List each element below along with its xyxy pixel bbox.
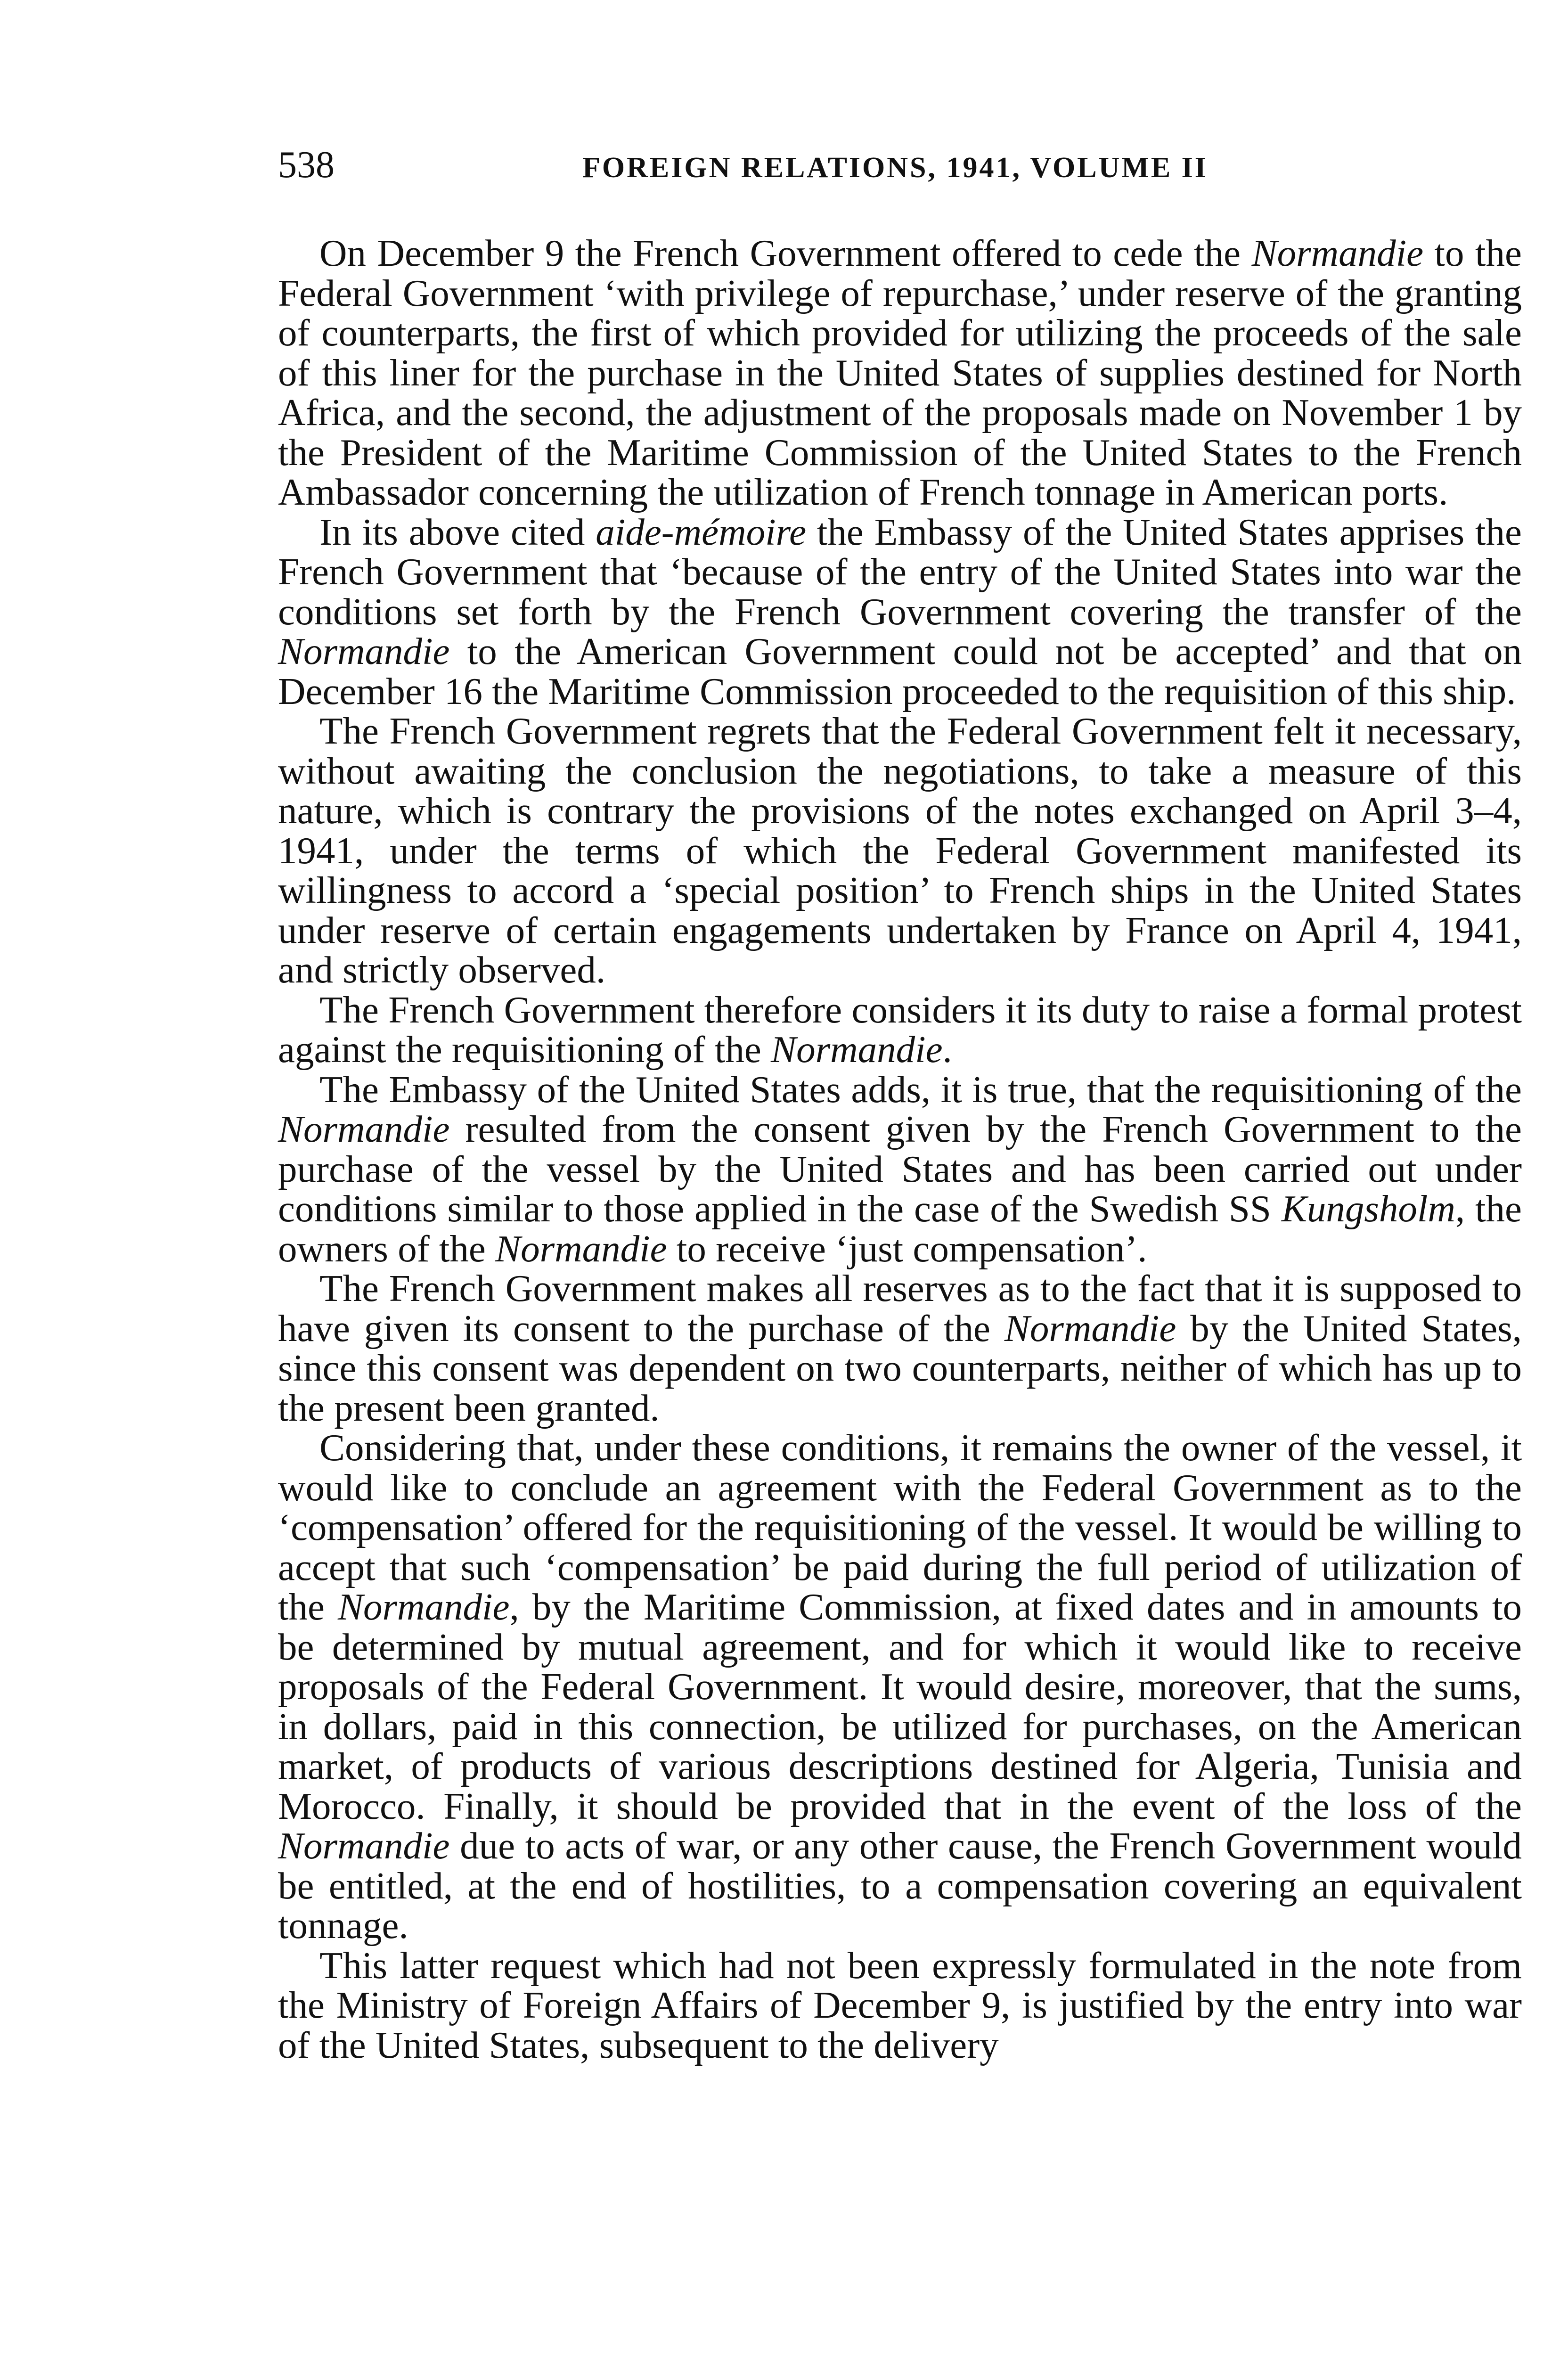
ship-name-italic: Normandie — [1004, 1307, 1176, 1350]
paragraph-text: The French Government therefore considers it its duty to raise a formal protest against the requisitioning of the — [278, 988, 1522, 1071]
paragraph-text: This latter request which had not been expressly formulated in the note from the Ministry of Foreign Affairs of December 9, is justified by the entry into war of the United States, subsequent to the delivery — [278, 1944, 1522, 2066]
paragraph-text: , the owners of the — [278, 1187, 1522, 1270]
ship-name-italic: Normandie — [495, 1227, 667, 1270]
paragraph-1 — [278, 233, 1522, 512]
paragraph-text: to receive ‘just compensation’. — [667, 1227, 1147, 1270]
body-text — [278, 233, 1522, 2065]
page-number: 538 — [278, 144, 335, 186]
paragraph-text: to the American Government could not be accepted’ and that on December 16 the Maritime Commission proceeded to the requisition of this ship. — [278, 630, 1522, 712]
paragraph-text: due to acts of war, or any other cause, the French Government would be entitled, at the end of hostilities, to a compensation covering an equivalent tonnage. — [278, 1824, 1522, 1947]
paragraph-6 — [278, 1268, 1522, 1428]
paragraph-text: In its above cited — [319, 510, 596, 553]
paragraph-5 — [278, 1070, 1522, 1269]
aide-memoire-italic: aide-mémoire — [596, 510, 807, 553]
paragraph-text: to the Federal Government ‘with privilege of repurchase,’ under reserve of the granting of counterparts, the first of which provided for utilizing the proceeds of the sale of this liner for the purchase in the United States of supplies destined for North Africa, and the second, the adjustment of the proposals made on November 1 by the President of the Maritime Commission of the United States to the French Ambassador concerning the utilization of French tonnage in American ports. — [278, 232, 1522, 513]
ship-name-italic: Normandie — [1251, 232, 1424, 274]
ship-name-italic: Normandie — [278, 630, 450, 672]
paragraph-4 — [278, 990, 1522, 1070]
paragraph-text: . — [942, 1028, 952, 1071]
paragraph-text: The Embassy of the United States adds, it is true, that the requisitioning of the — [319, 1068, 1522, 1111]
paragraph-text: resulted from the consent given by the French Government to the purchase of the vessel by the United States and has been carried out under conditions similar to those applied in the case of the Swedish SS — [278, 1108, 1522, 1230]
paragraph-text: , by the Maritime Commission, at fixed dates and in amounts to be determined by mutual agreement, and for which it would like to receive proposals of the Federal Government. It would desire, moreover, that the sums, in dollars, paid in this connection, be utilized for purchases, on the American market, of products of various descriptions destined for Algeria, Tunisia and Morocco. Finally, it should be provided that in the event of the loss of the — [278, 1586, 1522, 1827]
paragraph-2 — [278, 512, 1522, 712]
paragraph-8 — [278, 1946, 1522, 2065]
paragraph-text: by the United States, since this consent was dependent on two counterparts, neither of which has up to the present been granted. — [278, 1307, 1522, 1429]
paragraph-text: On December 9 the French Government offered to cede the — [319, 232, 1252, 274]
ship-name-italic: Kungsholm — [1281, 1187, 1455, 1230]
paragraph-text: The French Government regrets that the Federal Government felt it necessary, without awaiting the conclusion the negotiations, to take a measure of this nature, which is contrary the provisions of the notes exchanged on April 3–4, 1941, under the terms of which the Federal Government manifested its willingness to accord a ‘special position’ to French ships in the United States under reserve of certain engagements undertaken by France on April 4, 1941, and strictly observed. — [278, 710, 1522, 991]
paragraph-text: the Embassy of the United States apprises the French Government that ‘because of the entry of the United States into war the conditions set forth by the French Government covering the transfer of the — [278, 510, 1522, 633]
running-head — [278, 141, 1512, 198]
paragraph-7 — [278, 1428, 1522, 1946]
ship-name-italic: Normandie — [278, 1108, 450, 1150]
ship-name-italic: Normandie — [278, 1824, 450, 1867]
running-title: FOREIGN RELATIONS, 1941, VOLUME II — [582, 152, 1208, 184]
ship-name-italic: Normandie — [771, 1028, 943, 1071]
paragraph-text: The French Government makes all reserves as to the fact that it is supposed to have given its consent to the purchase of the — [278, 1267, 1522, 1350]
paragraph-3 — [278, 711, 1522, 990]
paragraph-text: Considering that, under these conditions, it remains the owner of the vessel, it would like to conclude an agreement with the Federal Government as to the ‘compensation’ offered for the requisitioning of the vessel. It would be willing to accept that such ‘compensation’ be paid during the full period of utilization of the — [278, 1426, 1522, 1628]
ship-name-italic: Normandie — [337, 1586, 510, 1628]
